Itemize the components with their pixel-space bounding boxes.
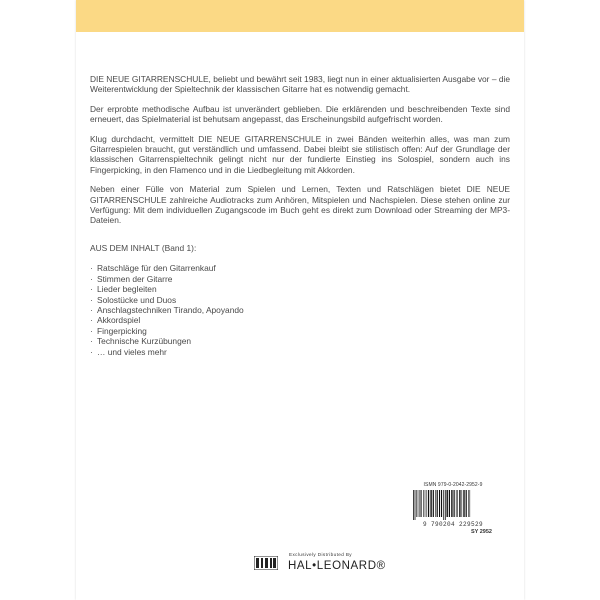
barcode-graphic [412, 490, 494, 520]
hal-leonard-logo-icon [254, 556, 278, 570]
paragraph-4: Neben einer Fülle von Material zum Spielen und Lernen, Texten und Ratschlägen bietet DIE NEUE GITARRENSCHULE zahlreiche Audiotracks zum Anhören, Mitspielen und Nachspielen. Diese stehen online zur Verfügung: Mit dem individuellen Zugangscode im Buch geht es direkt zum Download oder Streaming der MP3-Dateien. [90, 184, 510, 226]
description-text [90, 74, 510, 357]
list-item-text: Fingerpicking [97, 325, 147, 336]
list-item-text: Technische Kurzübungen [97, 336, 192, 347]
list-item [90, 295, 510, 305]
paragraph-1: DIE NEUE GITARRENSCHULE, beliebt und bewährt seit 1983, liegt nun in einer aktualisierten Ausgabe vor – die Weiterentwicklung der Spieltechnik der klassischen Gitarre hat es notwendig gemacht. [90, 74, 510, 95]
paragraph-2: Der erprobte methodische Aufbau ist unverändert geblieben. Die erklärenden und beschreibenden Texte sind erneuert, das Spielmaterial ist behutsam angepasst, das Erscheinungsbild aufgefrischt worden. [90, 103, 510, 125]
list-item [90, 326, 510, 336]
bullet: · [90, 336, 93, 347]
bullet: · [90, 325, 93, 336]
contents-heading: AUS DEM INHALT (Band 1): [90, 242, 197, 253]
list-item [90, 263, 510, 273]
barcode-number: 9 790204 229529 [422, 521, 483, 528]
catalog-code: SY 2952 [470, 529, 492, 535]
list-item-text: Anschlagstechniken Tirando, Apoyando [97, 304, 244, 315]
bullet: · [90, 284, 93, 295]
list-item-text: Solostücke und Duos [97, 294, 177, 305]
list-item [90, 347, 510, 357]
bullet: · [90, 315, 93, 326]
back-cover [76, 0, 524, 600]
list-item-text: Stimmen der Gitarre [97, 273, 173, 284]
list-item-text: Akkordspiel [97, 315, 141, 326]
bullet: · [90, 294, 93, 305]
bullet: · [90, 273, 93, 284]
contents-list [90, 263, 510, 357]
list-item [90, 336, 510, 346]
list-item-text: … und vieles mehr [97, 346, 167, 357]
list-item [90, 305, 510, 315]
paragraph-3: Klug durchdacht, vermittelt DIE NEUE GITARRENSCHULE in zwei Bänden weiterhin alles, was man zum Gitarrespielen braucht, gut verständlich und umfassend. Dabei bleibt sie stilistisch offen: Auf der Grundlage der klassischen Gitarrenspieltechnik gelingt nicht nur der fundierte Einstieg ins Solospiel, sondern auch ins Fingerpicking, in den Flamenco und in die Liedbegleitung mit Akkorden. [90, 133, 510, 175]
bullet: · [90, 263, 93, 274]
list-item [90, 315, 510, 325]
barcode-block [408, 482, 498, 535]
list-item [90, 274, 510, 284]
list-item-text: Lieder begleiten [97, 284, 157, 295]
bullet: · [90, 304, 93, 315]
ismn-number: ISMN 979-0-2042-2952-9 [423, 482, 483, 488]
list-item [90, 284, 510, 294]
list-item-text: Ratschläge für den Gitarrenkauf [97, 263, 216, 274]
yellow-top-band [76, 0, 524, 32]
distributed-by-label: Exclusively Distributed By [289, 552, 352, 557]
hal-leonard-wordmark: HAL•LEONARD® [288, 560, 386, 572]
bullet: · [90, 346, 93, 357]
